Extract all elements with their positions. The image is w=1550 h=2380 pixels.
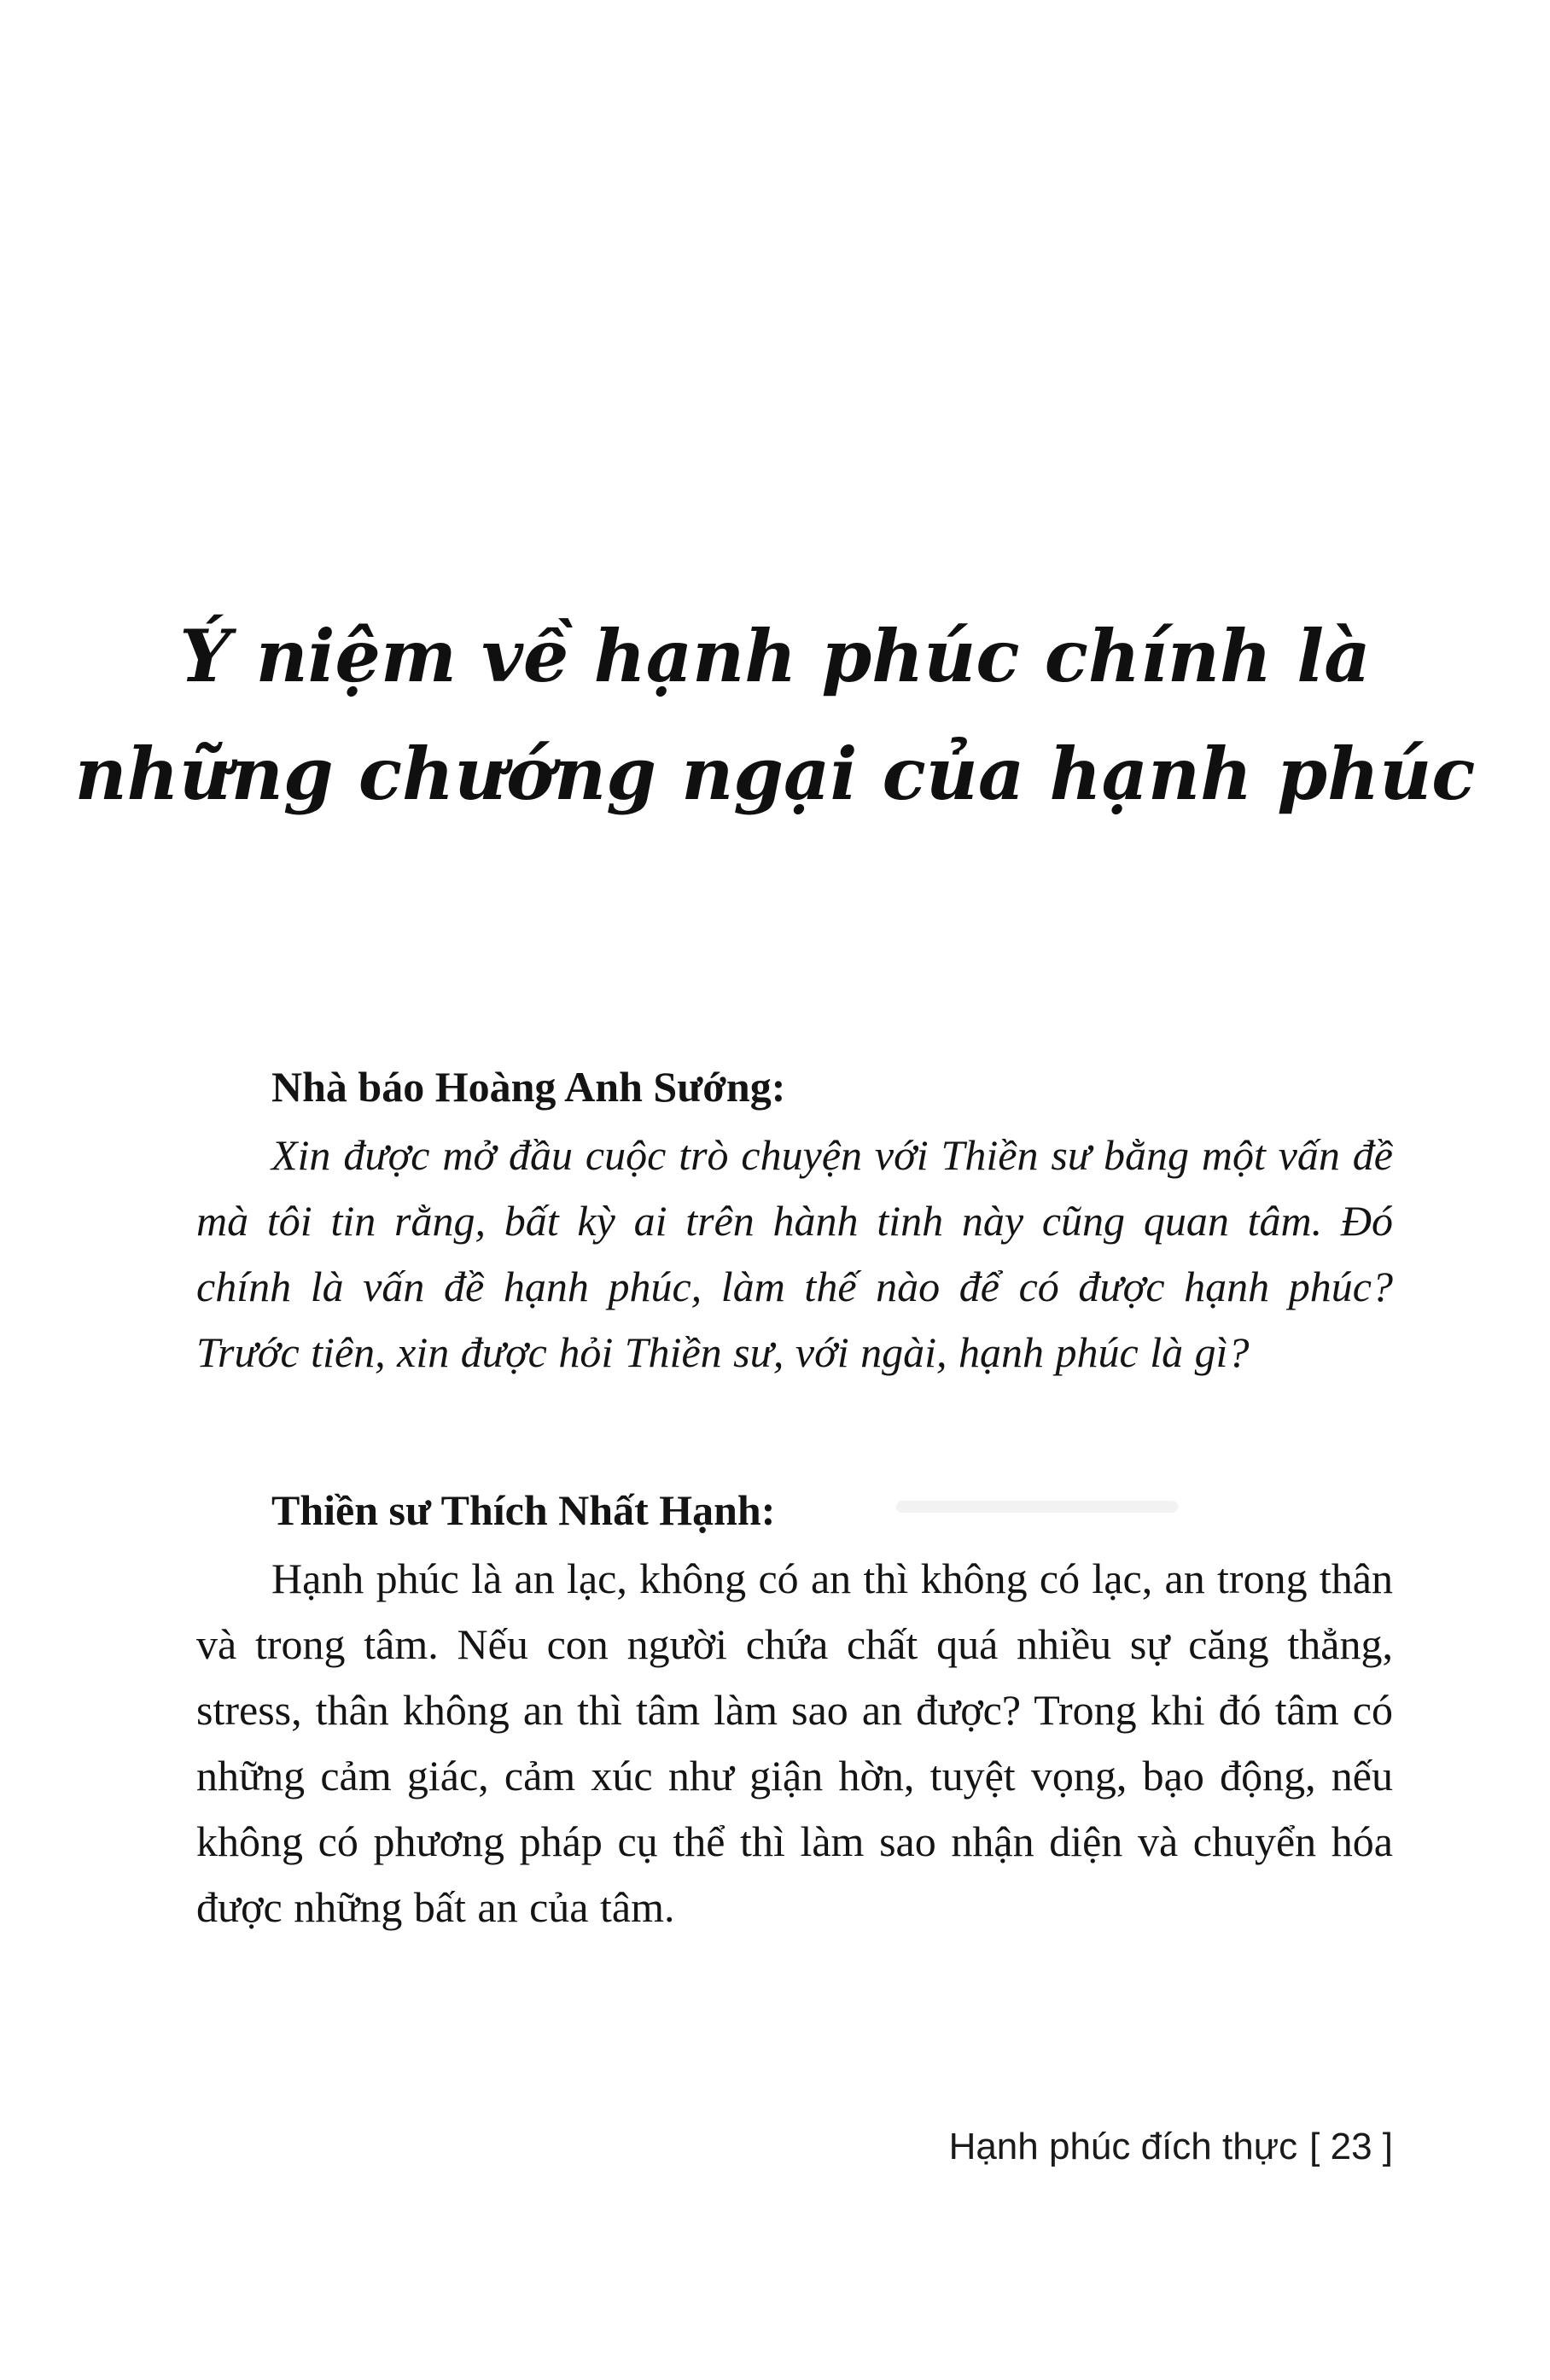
monk-speaker-name: Thiền sư Thích Nhất Hạnh: [271, 1486, 776, 1534]
monk-answer-paragraph: Hạnh phúc là an lạc, không có an thì không có lạc, an trong thân và trong tâm. Nếu con người chứa chất quá nhiều sự căng thẳng, stress, thân không an thì tâm làm sao an được? Trong khi đó tâm có những cảm giác, cảm xúc như giận hờn, tuyệt vọng, bạo động, nếu không có phương pháp cụ thể thì làm sao nhận diện và chuyển hóa được những bất an của tâm. [196, 1555, 1393, 1931]
chapter-title-line2: những chướng ngại của hạnh phúc [74, 732, 1476, 816]
interview-text-block [196, 1054, 1393, 1940]
running-title: Hạnh phúc đích thực [948, 2126, 1298, 2167]
chapter-title-line1: Ý niệm về hạnh phúc chính là [179, 614, 1371, 698]
chapter-title [0, 598, 1550, 833]
page-footer [949, 2126, 1393, 2168]
journalist-speaker-name: Nhà báo Hoàng Anh Sướng: [271, 1063, 786, 1111]
page-number: [ 23 ] [1309, 2126, 1393, 2167]
section-gap [196, 1385, 1393, 1478]
scan-smudge-artifact [896, 1501, 1178, 1513]
journalist-question-paragraph: Xin được mở đầu cuộc trò chuyện với Thiền sư bằng một vấn đề mà tôi tin rằng, bất kỳ ai trên hành tinh này cũng quan tâm. Đó chính là vấn đề hạnh phúc, làm thế nào để có được hạnh phúc? Trước tiên, xin được hỏi Thiền sư, với ngài, hạnh phúc là gì? [196, 1131, 1393, 1376]
